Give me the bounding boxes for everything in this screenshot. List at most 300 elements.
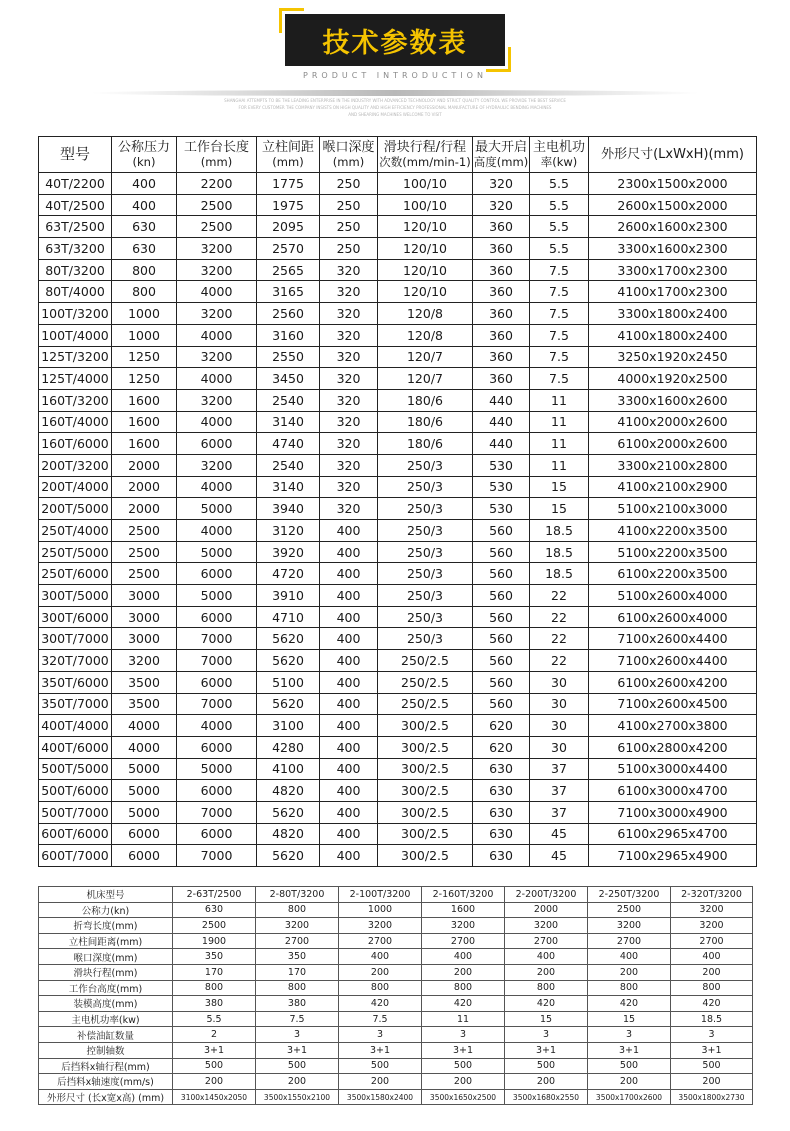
table-cell: 4280 [257,736,320,758]
table-row [39,368,757,390]
table-cell: 200 [588,1074,671,1090]
table-cell: 200 [505,1074,588,1090]
table-cell: 5620 [257,628,320,650]
table-cell: 4720 [257,563,320,585]
model-cell: 200T/4000 [39,476,112,498]
table-cell: 400 [320,823,378,845]
table-cell: 5100x2100x3000 [589,498,757,520]
table-row [39,1027,753,1043]
row-label-cell: 控制轴数 [39,1042,173,1058]
table-cell: 3+1 [422,1042,505,1058]
table-cell: 2500 [177,216,257,238]
table-cell: 400 [112,173,177,195]
model-cell: 600T/7000 [39,845,112,867]
table-cell: 2700 [256,933,339,949]
table-cell: 630 [173,902,256,918]
table-cell: 420 [671,996,753,1012]
table-row [39,454,757,476]
table-cell: 400 [505,949,588,965]
table-cell: 400 [320,650,378,672]
table-cell: 560 [473,563,530,585]
table-cell: 250/3 [378,541,473,563]
table-row [39,1042,753,1058]
table-cell: 1600 [112,433,177,455]
table-cell: 4100x2100x2900 [589,476,757,498]
table-cell: 500 [173,1058,256,1074]
table-cell: 560 [473,585,530,607]
table-cell: 18.5 [530,563,589,585]
table-cell: 2200 [177,173,257,195]
table-cell: 400 [320,715,378,737]
table-cell: 360 [473,259,530,281]
table-cell: 4000 [112,736,177,758]
table-cell: 22 [530,650,589,672]
table-cell: 3500 [112,671,177,693]
table-row [39,520,757,542]
table-cell: 3+1 [505,1042,588,1058]
table-cell: 320 [320,476,378,498]
table-cell: 250/2.5 [378,650,473,672]
table-row [39,194,757,216]
table-cell: 250 [320,173,378,195]
row-label-cell: 喉口深度(mm) [39,949,173,965]
table-cell: 3300x1800x2400 [589,303,757,325]
table-cell: 560 [473,520,530,542]
table-cell: 500 [256,1058,339,1074]
model-cell: 160T/6000 [39,433,112,455]
table-cell: 800 [671,980,753,996]
table-cell: 360 [473,368,530,390]
table-cell: 320 [320,346,378,368]
table-row [39,933,753,949]
table-cell: 5.5 [173,1011,256,1027]
table-cell: 500 [339,1058,422,1074]
table-cell: 15 [588,1011,671,1027]
row-label-cell: 机床型号 [39,887,173,903]
table-cell: 11 [530,411,589,433]
table-cell: 5.5 [530,173,589,195]
model-cell: 300T/5000 [39,585,112,607]
title-banner [285,14,505,66]
column-header-label: 喉口深度 [322,139,375,155]
table-cell: 300/2.5 [378,823,473,845]
model-cell: 350T/6000 [39,671,112,693]
table-cell: 2-160T/3200 [422,887,505,903]
table-row [39,949,753,965]
table-cell: 6100x2200x3500 [589,563,757,585]
table-row [39,346,757,368]
table-row [39,585,757,607]
table-cell: 250/3 [378,520,473,542]
table-cell: 3200 [177,346,257,368]
table-cell: 120/7 [378,346,473,368]
table-row [39,563,757,585]
column-header-label: 立柱间距 [261,139,314,155]
table-cell: 3450 [257,368,320,390]
table-cell: 3300x2100x2800 [589,454,757,476]
table-cell: 3+1 [339,1042,422,1058]
faint-text-line: AND SHEARING MACHINES WELCOME TO VISIT [348,112,442,117]
table-row [39,541,757,563]
model-cell: 63T/2500 [39,216,112,238]
table-row [39,801,757,823]
table-cell: 7000 [177,628,257,650]
table-cell: 6000 [177,736,257,758]
table-row [39,324,757,346]
table-cell: 5100x2600x4000 [589,585,757,607]
table-cell: 2500 [112,541,177,563]
column-header-label: 外形尺寸(LxWxH)(mm) [601,147,744,162]
table-cell: 4100x2700x3800 [589,715,757,737]
model-cell: 100T/4000 [39,324,112,346]
table-cell: 5000 [112,758,177,780]
table-cell: 440 [473,433,530,455]
table-cell: 2095 [257,216,320,238]
table-cell: 420 [588,996,671,1012]
table-cell: 6000 [177,780,257,802]
table-cell: 250/2.5 [378,693,473,715]
table-cell: 360 [473,281,530,303]
page-title: 技术参数表 [322,27,468,59]
table-cell: 3300x1700x2300 [589,259,757,281]
model-cell: 300T/6000 [39,606,112,628]
table-cell: 400 [320,801,378,823]
table-row [39,650,757,672]
table-cell: 500 [671,1058,753,1074]
table-cell: 380 [173,996,256,1012]
spec-table-main [38,136,757,867]
spec-table-dual [38,886,753,1105]
table-cell: 2700 [339,933,422,949]
table-cell: 3500x1550x2100 [256,1089,339,1105]
table-row [39,1011,753,1027]
column-header-label: 型号 [59,144,90,163]
table-cell: 22 [530,628,589,650]
row-label-cell: 公称力(kn) [39,902,173,918]
table-cell: 100/10 [378,194,473,216]
table-row [39,887,753,903]
table-cell: 120/10 [378,238,473,260]
table-cell: 320 [320,259,378,281]
table-cell: 3500x1580x2400 [339,1089,422,1105]
table-cell: 320 [320,411,378,433]
model-cell: 250T/5000 [39,541,112,563]
table-cell: 4100x2000x2600 [589,411,757,433]
model-cell: 600T/6000 [39,823,112,845]
table-cell: 250/3 [378,628,473,650]
table-cell: 3500 [112,693,177,715]
table-cell: 200 [671,1074,753,1090]
model-cell: 200T/3200 [39,454,112,476]
table-cell: 4000x1920x2500 [589,368,757,390]
table-cell: 7100x2965x4900 [589,845,757,867]
model-cell: 500T/6000 [39,780,112,802]
column-header [378,137,473,173]
table-cell: 2570 [257,238,320,260]
table-cell: 6100x2800x4200 [589,736,757,758]
table-cell: 4000 [112,715,177,737]
table-row [39,1058,753,1074]
table-cell: 120/10 [378,216,473,238]
table-cell: 7100x2600x4400 [589,628,757,650]
table-row [39,1074,753,1090]
table-cell: 630 [473,758,530,780]
table-cell: 2-320T/3200 [671,887,753,903]
table-cell: 560 [473,541,530,563]
table-cell: 45 [530,823,589,845]
table-cell: 37 [530,758,589,780]
table-cell: 30 [530,671,589,693]
table-cell: 320 [320,433,378,455]
table-cell: 560 [473,693,530,715]
table-cell: 300/2.5 [378,801,473,823]
row-label-cell: 立柱间距离(mm) [39,933,173,949]
table-cell: 5620 [257,650,320,672]
table-cell: 120/7 [378,368,473,390]
table-cell: 2700 [422,933,505,949]
table-cell: 3200 [671,918,753,934]
model-cell: 320T/7000 [39,650,112,672]
table-cell: 630 [473,780,530,802]
table-cell: 15 [505,1011,588,1027]
table-cell: 7000 [177,845,257,867]
table-cell: 3200 [177,454,257,476]
table-cell: 15 [530,476,589,498]
table-cell: 360 [473,303,530,325]
table-cell: 630 [112,238,177,260]
table-cell: 2700 [588,933,671,949]
table-cell: 180/6 [378,389,473,411]
table-cell: 6100x3000x4700 [589,780,757,802]
table-cell: 3200 [505,918,588,934]
table-cell: 800 [173,980,256,996]
table-cell: 4820 [257,780,320,802]
table-cell: 420 [339,996,422,1012]
table-cell: 400 [320,671,378,693]
table-cell: 7.5 [530,324,589,346]
table-cell: 200 [173,1074,256,1090]
table-cell: 170 [173,964,256,980]
table-cell: 3 [671,1027,753,1043]
row-label-cell: 主电机功率(kw) [39,1011,173,1027]
table-cell: 200 [505,964,588,980]
column-header-label: 滑块行程/行程 [383,139,467,155]
table-cell: 800 [112,259,177,281]
table-cell: 400 [320,736,378,758]
table-row [39,628,757,650]
table-cell: 7000 [177,650,257,672]
table-cell: 3920 [257,541,320,563]
table-cell: 2560 [257,303,320,325]
faint-text-line: SHANGHAI ATTEMPTS TO BE THE LEADING ENTERPRISE IN THE INDUSTRY WITH ADVANCED TECHNOLOGY AND STRICT QUALITY CONTROL WE PROVIDE THE BEST SERVICE [224,98,566,103]
model-cell: 40T/2500 [39,194,112,216]
table-cell: 350 [173,949,256,965]
table-cell: 37 [530,780,589,802]
title-corner-deco [279,8,304,33]
table-cell: 360 [473,216,530,238]
page-subtitle: PRODUCT INTRODUCTION [303,71,487,80]
column-header-unit: 率(kw) [540,154,578,169]
table-cell: 2540 [257,389,320,411]
table-cell: 530 [473,454,530,476]
table-cell: 250 [320,216,378,238]
column-header [39,137,112,173]
table-cell: 2565 [257,259,320,281]
table-cell: 3500x1700x2600 [588,1089,671,1105]
table-cell: 250 [320,238,378,260]
table-cell: 360 [473,324,530,346]
table-cell: 120/10 [378,259,473,281]
table-row [39,281,757,303]
table-row [39,715,757,737]
table-cell: 3200 [112,650,177,672]
table-cell: 320 [320,498,378,520]
table-cell: 2300x1500x2000 [589,173,757,195]
model-cell: 250T/4000 [39,520,112,542]
table-cell: 11 [530,389,589,411]
table-cell: 11 [422,1011,505,1027]
table-cell: 4000 [177,411,257,433]
table-cell: 400 [320,693,378,715]
model-cell: 250T/6000 [39,563,112,585]
column-header [530,137,589,173]
table-cell: 200 [256,1074,339,1090]
table-cell: 6000 [112,845,177,867]
table-cell: 3200 [588,918,671,934]
table-cell: 6000 [177,433,257,455]
row-label-cell: 装模高度(mm) [39,996,173,1012]
table-row [39,1089,753,1105]
table-cell: 5620 [257,693,320,715]
table-cell: 45 [530,845,589,867]
table-cell: 4710 [257,606,320,628]
table-cell: 3165 [257,281,320,303]
table-cell: 250/2.5 [378,671,473,693]
table-cell: 400 [320,845,378,867]
table-cell: 6000 [177,823,257,845]
table-cell: 100/10 [378,173,473,195]
table-cell: 30 [530,715,589,737]
table-cell: 3300x1600x2600 [589,389,757,411]
table-cell: 4000 [177,715,257,737]
table-cell: 500 [422,1058,505,1074]
table-cell: 2-80T/3200 [256,887,339,903]
table-cell: 3000 [112,585,177,607]
table-cell: 2700 [505,933,588,949]
table-cell: 400 [320,520,378,542]
table-cell: 630 [473,845,530,867]
table-row [39,498,757,520]
table-cell: 5000 [177,758,257,780]
table-cell: 1250 [112,368,177,390]
table-cell: 5100x3000x4400 [589,758,757,780]
table-cell: 250/3 [378,606,473,628]
table-cell: 2540 [257,454,320,476]
table-cell: 800 [505,980,588,996]
column-header-unit: 高度(mm) [473,154,529,169]
table-cell: 37 [530,801,589,823]
table-cell: 7.5 [530,303,589,325]
table-cell: 3200 [177,259,257,281]
table-cell: 320 [320,303,378,325]
row-label-cell: 滑块行程(mm) [39,964,173,980]
table-cell: 200 [339,1074,422,1090]
table-cell: 3 [505,1027,588,1043]
table-cell: 3+1 [671,1042,753,1058]
table-cell: 400 [320,585,378,607]
table-cell: 1000 [112,324,177,346]
model-cell: 40T/2200 [39,173,112,195]
table-cell: 800 [256,980,339,996]
table-cell: 3160 [257,324,320,346]
table-cell: 5.5 [530,216,589,238]
table-cell: 4820 [257,823,320,845]
table-cell: 800 [256,902,339,918]
table-cell: 5000 [112,780,177,802]
table-cell: 320 [320,324,378,346]
table-cell: 800 [339,980,422,996]
table-cell: 500 [505,1058,588,1074]
table-cell: 7.5 [530,368,589,390]
table-row [39,671,757,693]
column-header-label: 最大开启 [474,139,527,155]
table-cell: 300/2.5 [378,715,473,737]
table-cell: 200 [422,964,505,980]
table-row [39,845,757,867]
table-cell: 440 [473,389,530,411]
model-cell: 400T/6000 [39,736,112,758]
table-cell: 3200 [671,902,753,918]
table-cell: 250/3 [378,454,473,476]
table-row [39,902,753,918]
table-cell: 1900 [173,933,256,949]
table-cell: 3500x1650x2500 [422,1089,505,1105]
row-label-cell: 外形尺寸 (长x宽x高) (mm) [39,1089,173,1105]
table-cell: 400 [320,758,378,780]
table-cell: 2000 [112,476,177,498]
table-cell: 3200 [422,918,505,934]
table-cell: 560 [473,606,530,628]
table-cell: 3500x1800x2730 [671,1089,753,1105]
table-row [39,238,757,260]
table-row [39,758,757,780]
table-cell: 6100x2965x4700 [589,823,757,845]
table-cell: 360 [473,346,530,368]
model-cell: 63T/3200 [39,238,112,260]
table-cell: 11 [530,454,589,476]
column-header [320,137,378,173]
table-cell: 300/2.5 [378,736,473,758]
table-row [39,476,757,498]
table-cell: 5620 [257,801,320,823]
table-cell: 200 [422,1074,505,1090]
table-cell: 3100 [257,715,320,737]
table-cell: 6100x2000x2600 [589,433,757,455]
table-row [39,173,757,195]
table-cell: 7000 [177,693,257,715]
table-cell: 5.5 [530,194,589,216]
table-cell: 6000 [112,823,177,845]
table-cell: 1600 [112,389,177,411]
column-header [112,137,177,173]
table-cell: 6100x2600x4200 [589,671,757,693]
table-cell: 2600x1500x2000 [589,194,757,216]
table-cell: 3 [339,1027,422,1043]
table-cell: 2000 [112,498,177,520]
table-cell: 3 [256,1027,339,1043]
table-cell: 250/3 [378,498,473,520]
table-row [39,259,757,281]
